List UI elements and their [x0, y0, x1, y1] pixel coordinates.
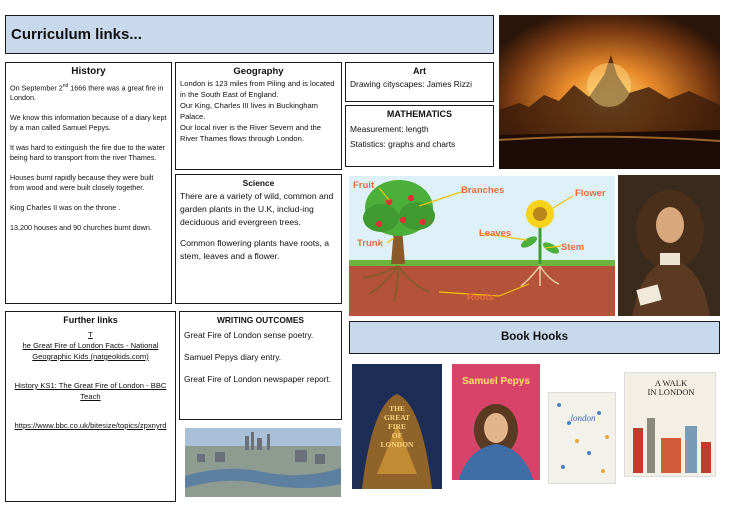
- book-hooks-title: Book Hooks: [500, 331, 569, 343]
- science-paragraph-1: There are a variety of wild, common and garden plants in the U.K, includ-ing deciduous and evergreen trees.: [180, 191, 334, 227]
- history-paragraph-6: 13,200 houses and 90 churches burnt down.: [10, 223, 152, 233]
- natgeo-kids-link[interactable]: he Great Fire of London Facts - National Geographic Kids (natgeokids.com): [22, 341, 159, 361]
- geography-panel: [175, 62, 342, 170]
- book3-title: london: [570, 413, 596, 423]
- book2-title: Samuel Pepys: [462, 376, 530, 387]
- book-cover-london-dots: [548, 392, 616, 484]
- history-paragraph-3: It was hard to extinguish the fire due to the water being hard to transport from the river Thames.: [10, 143, 166, 163]
- book-cover-great-fire: [352, 364, 442, 489]
- label-leaves: Leaves: [479, 228, 512, 239]
- book4-word-1: A: [654, 378, 661, 388]
- science-title: Science: [242, 178, 275, 188]
- book4-word-4: LONDON: [658, 387, 695, 397]
- label-branches: Branches: [461, 185, 505, 196]
- history-paragraph-1: On September 2nd 1666 there was a great fire in London.: [10, 83, 164, 103]
- geography-title: Geography: [233, 66, 284, 77]
- writing-outcomes-title: WRITING OUTCOMES: [216, 315, 304, 325]
- label-stem: Stem: [561, 242, 585, 253]
- book4-word-2: WALK: [662, 378, 688, 388]
- maths-panel: [345, 105, 494, 167]
- london-aerial-photo: [185, 428, 341, 497]
- book1-word-2: GREAT: [383, 413, 411, 422]
- bbc-bitesize-link[interactable]: https://www.bbc.co.uk/bitesize/topics/zpxnyrd: [14, 421, 167, 430]
- further-links-title: Further links: [63, 315, 118, 325]
- further-links-panel: [5, 311, 176, 502]
- history-paragraph-4: Houses burnt rapidly because they were built from wood and were built closely together.: [10, 173, 154, 193]
- book-cover-walk-in-london: [624, 372, 716, 477]
- maths-line-1: Measurement: length: [350, 124, 429, 134]
- writing-outcome-1: Great Fire of London sense poetry.: [184, 330, 314, 340]
- curriculum-banner: [5, 15, 494, 54]
- book-hooks-header: [349, 321, 720, 354]
- book-cover-samuel-pepys: [452, 364, 540, 480]
- label-fruit: Fruit: [353, 180, 375, 191]
- plant-diagram: [349, 176, 615, 316]
- art-title: Art: [413, 66, 426, 76]
- writing-outcome-2: Samuel Pepys diary entry.: [184, 352, 282, 362]
- geography-paragraph-3: Our local river is the River Severn and the River Thames flows through London.: [180, 123, 321, 143]
- samuel-pepys-portrait: [618, 175, 720, 316]
- history-title: History: [71, 66, 106, 77]
- book1-word-4: OF: [391, 431, 403, 440]
- art-panel: [345, 62, 494, 102]
- geography-paragraph-1: London is 123 miles from Piling and is located in the South East of England.: [180, 79, 335, 99]
- writing-outcomes-panel: [179, 311, 342, 420]
- great-fire-painting: [499, 15, 720, 169]
- banner-title: Curriculum links...: [11, 26, 142, 43]
- history-paragraph-5: King Charles II was on the throne .: [10, 203, 121, 213]
- writing-outcome-3: Great Fire of London newspaper report.: [184, 374, 332, 384]
- science-paragraph-2: Common flowering plants have roots, a stem, leaves and a flower.: [180, 238, 330, 261]
- maths-title: MATHEMATICS: [386, 109, 453, 119]
- bbc-teach-link[interactable]: History KS1: The Great Fire of London - BBC Teach: [14, 381, 167, 401]
- book1-word-5: LONDON: [380, 440, 414, 449]
- natgeo-link-prefix[interactable]: T: [88, 330, 93, 339]
- book1-word-1: THE: [389, 404, 405, 413]
- history-paragraph-2: We know this information because of a diary kept by a man called Samuel Pepys.: [10, 113, 167, 133]
- maths-line-2: Statistics: graphs and charts: [350, 139, 456, 149]
- label-flower: Flower: [575, 188, 606, 199]
- book4-word-3: IN: [647, 387, 657, 397]
- label-roots: Roots: [467, 292, 494, 303]
- art-text: Drawing cityscapes: James Rizzi: [350, 79, 472, 89]
- science-panel: [175, 174, 342, 304]
- label-trunk: Trunk: [357, 238, 383, 249]
- history-panel: [5, 62, 172, 304]
- book1-word-3: FIRE: [388, 422, 406, 431]
- geography-paragraph-2: Our King, Charles III lives in Buckingham Palace.: [180, 101, 319, 121]
